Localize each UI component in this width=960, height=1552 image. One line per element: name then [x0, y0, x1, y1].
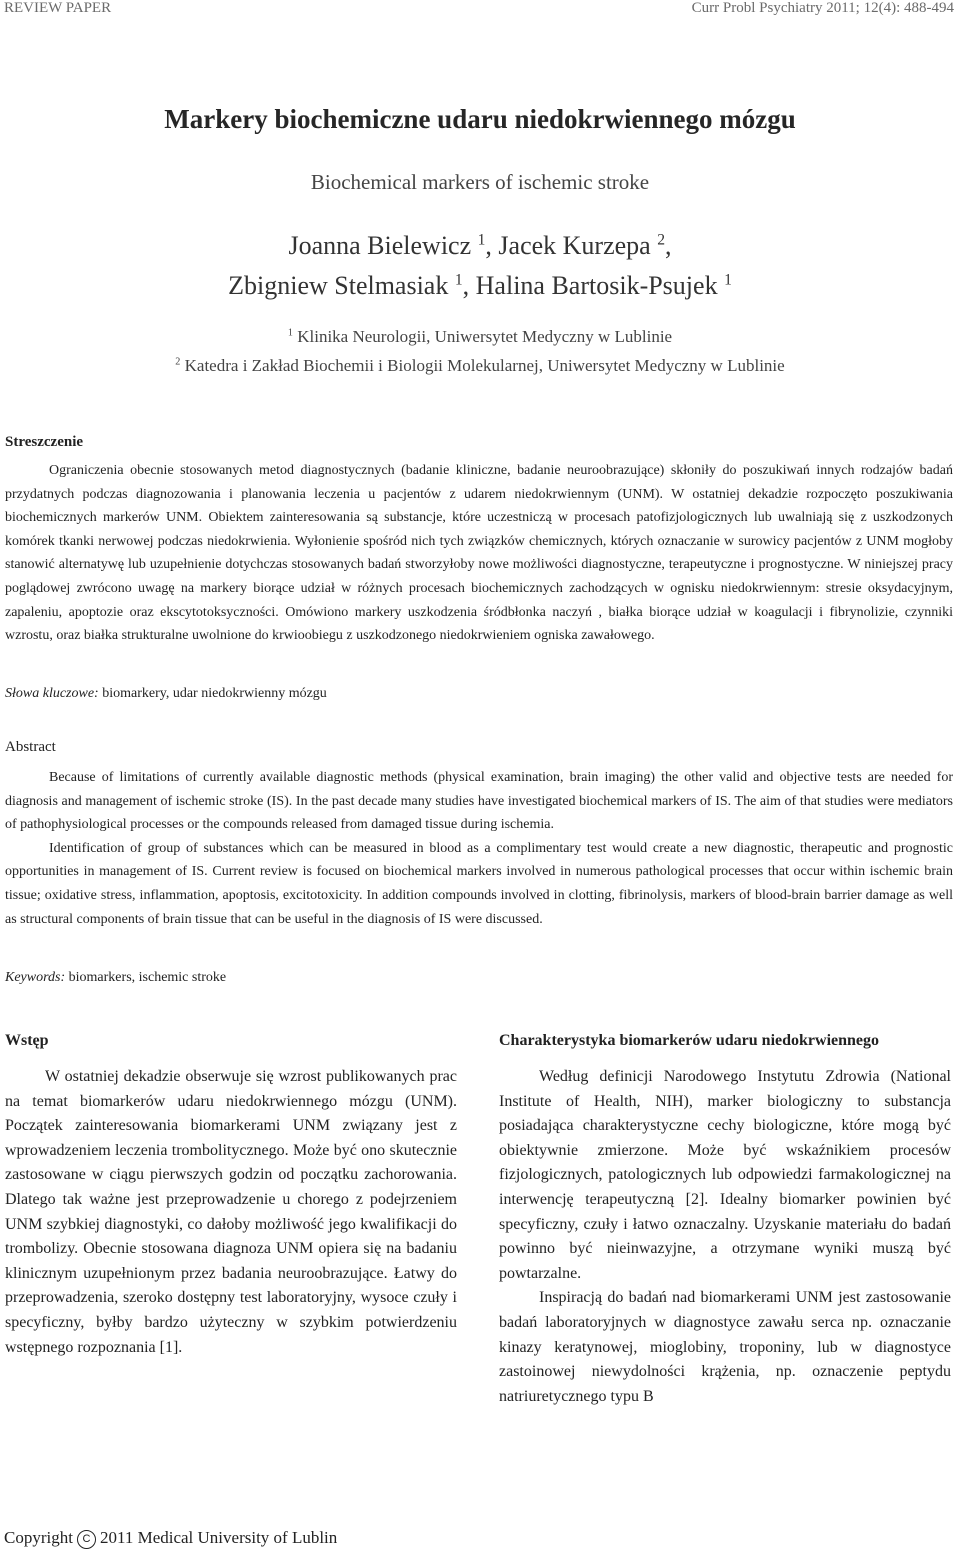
wstep-paragraph: W ostatniej dekadzie obserwuje się wzrost publikowanych prac na temat biomarkerów udaru niedokrwiennego mózgu (UNM). Początek zainteresowania biomarkerami UNM związany jest z wprowadzeniem leczenia trombolitycznego. Może być ono skutecznie zastosowane w ciągu pierwszych godzin od początku zachorowania. Dlatego tak ważne jest przeprowadzenie u chorego z podejrzeniem UNM szybkiej diagnostyki, co dałoby możliwość jego kwalifikacji do trombolizy. Obecnie stosowana diagnoza UNM opiera się na badaniu klinicznym uzupełnionym przez badania neuroobrazujące. Łatwy do przeprowadzenia, szeroko dostępny test laboratoryjny, wysoce czuły i specyficzny, byłby bardzo użyteczny w szybkim potwierdzeniu wstępnego rozpoznania [1]. — [5, 1068, 457, 1356]
affiliation-list — [0, 322, 960, 380]
affiliation-item — [0, 351, 960, 380]
charakterystyka-paragraph: Według definicji Narodowego Instytutu Zdrowia (National Institute of Health, NIH), marker biologiczny to substancja posiadająca charakterystyczne cechy biologiczne, które mogą być obiektywnie zmierzone. Może być wskaźnikiem procesów fizjologicznych, patologicznych lub odpowiedzi farmakologicznej na interwencję terapeutyczną [2]. Idealny biomarker powinien być specyficzny, czuły i łatwo oznaczalny. Uzyskanie materiału do badań powinno być nieinwazyjne, a otrzymane wyniki muszą być powtarzalne. — [499, 1068, 951, 1282]
keywords-label: Keywords: — [5, 970, 66, 985]
author-affiliation-mark: 1 — [724, 271, 732, 289]
slowa-kluczowe-label: Słowa kluczowe: — [5, 686, 99, 701]
streszczenie-heading: Streszczenie — [5, 434, 84, 450]
affiliation-mark: 2 — [175, 356, 181, 368]
affiliation-mark: 1 — [287, 327, 293, 339]
copyright-text: 2011 Medical University of Lublin — [99, 1528, 338, 1547]
wstep-heading: Wstęp — [5, 1032, 49, 1049]
streszczenie-paragraph: Ograniczenia obecnie stosowanych metod diagnostycznych (badanie kliniczne, badanie neuroobrazujące) skłoniły do poszukiwań innych rodzajów badań przydatnych podczas diagnozowania i planowania leczenia u pacjentów z udarem niedokrwiennym (UNM). W ostatniej dekadzie rozpoczęto poszukiwania biochemicznych markerów UNM. Obiektem zainteresowania są substancje, które uczestniczą w procesach patofizjologicznych lub uwalniają się z uszkodzonych komórek tkanki nerwowej podczas niedokrwienia. Wyłonienie spośród nich tych związków chemicznych, których oznaczanie w surowicy pacjentów z UNM mogłoby stanowić alternatywę lub uzupełnienie dotychczas stosowanych badań stworzyłoby nowe możliwości diagnostyczne, terapeutyczne i prognostyczne. W niniejszej pracy poglądowej zwrócono uwagę na markery biorące udział w różnych procesach biochemicznych zachodzących w ognisku niedokrwiennym: stresie oksydacyjnym, zapaleniu, apoptozie oraz ekscytotoksyczności. Omówiono markery uszkodzenia śródbłonka naczyń , białka biorące udział w koagulacji i fibrynolizie, czynniki wzrostu, oraz białka strukturalne uwolnione do krwioobiegu z uszkodzonego niedokrwieniem ogniska zawałowego. — [5, 463, 953, 644]
copyright-prefix: Copyright — [4, 1528, 73, 1547]
slowa-kluczowe-value: biomarkery, udar niedokrwienny mózgu — [102, 686, 327, 701]
author-name: Joanna Bielewicz — [288, 231, 472, 260]
slowa-kluczowe — [5, 686, 327, 702]
charakterystyka-heading: Charakterystyka biomarkerów udaru niedokrwiennego — [499, 1032, 880, 1049]
running-header-right: Curr Probl Psychiatry 2011; 12(4): 488-494 — [691, 0, 954, 16]
copyright-icon: C — [77, 1530, 96, 1549]
author-line-1: Joanna Bielewicz $^1$, Jacek Kurzepa $^2$, — [288, 231, 672, 260]
author-name: Zbigniew Stelmasiak — [228, 271, 449, 300]
abstract-body — [5, 766, 953, 931]
affiliation-item — [0, 322, 960, 351]
running-header-left: REVIEW PAPER — [4, 0, 112, 16]
copyright-footer — [4, 1528, 337, 1549]
author-affiliation-mark: 1 — [454, 271, 463, 289]
charakterystyka-paragraph: Inspiracją do badań nad biomarkerami UNM jest zastosowanie badań laboratoryjnych w diagnostyce zawału serca np. oznaczanie kinazy keratynowej, mioglobiny, troponiny, lub w diagnostyce zastoinowej niewydolności krążenia, np. oznaczenie peptydu natriuretycznego typu B — [499, 1289, 951, 1405]
author-affiliation-mark: 1 — [477, 231, 486, 249]
abstract-paragraph: Because of limitations of currently available diagnostic methods (physical examination, brain imaging) the other valid and objective tests are needed for diagnosis and management of ischemic stroke (IS). In the past decade many studies have investigated biochemical markers of IS. The aim of that studies were mediators of pathophysiological processes or the compounds released from damaged tissue during ischemia. — [5, 770, 953, 833]
article-title: Markery biochemiczne udaru niedokrwiennego mózgu — [164, 104, 796, 134]
abstract-paragraph: Identification of group of substances which can be measured in blood as a complimentary test would create a new diagnostic, therapeutic and prognostic opportunities in management of IS. Current review is focused on biochemical markers involved in numerous pathological processes that occur within ischemic brain tissue; oxidative stress, inflammation, apoptosis, excitotoxicity. In addition compounds involved in clotting, fibrinolysis, markers of blood-brain barrier damage as well as structural components of brain tissue that can be useful in the diagnosis of IS were discussed. — [5, 840, 953, 927]
keywords-value: biomarkers, ischemic stroke — [68, 970, 227, 985]
author-name: Halina Bartosik-Psujek — [475, 271, 718, 300]
author-line-2: Zbigniew Stelmasiak $^1$, Halina Bartosik-Psujek $^1$ — [228, 271, 732, 300]
author-affiliation-mark: 2 — [657, 231, 666, 249]
author-list — [0, 226, 960, 306]
article-subtitle: Biochemical markers of ischemic stroke — [310, 170, 650, 194]
charakterystyka-body — [499, 1065, 951, 1409]
author-name: Jacek Kurzepa — [498, 231, 651, 260]
abstract-heading: Abstract — [5, 739, 56, 755]
keywords — [5, 970, 226, 986]
wstep-body — [5, 1065, 457, 1360]
streszczenie-body — [5, 459, 953, 648]
affiliation-text: Klinika Neurologii, Uniwersytet Medyczny w Lublinie — [297, 327, 673, 346]
affiliation-text: Katedra i Zakład Biochemii i Biologii Molekularnej, Uniwersytet Medyczny w Lublinie — [184, 356, 785, 375]
